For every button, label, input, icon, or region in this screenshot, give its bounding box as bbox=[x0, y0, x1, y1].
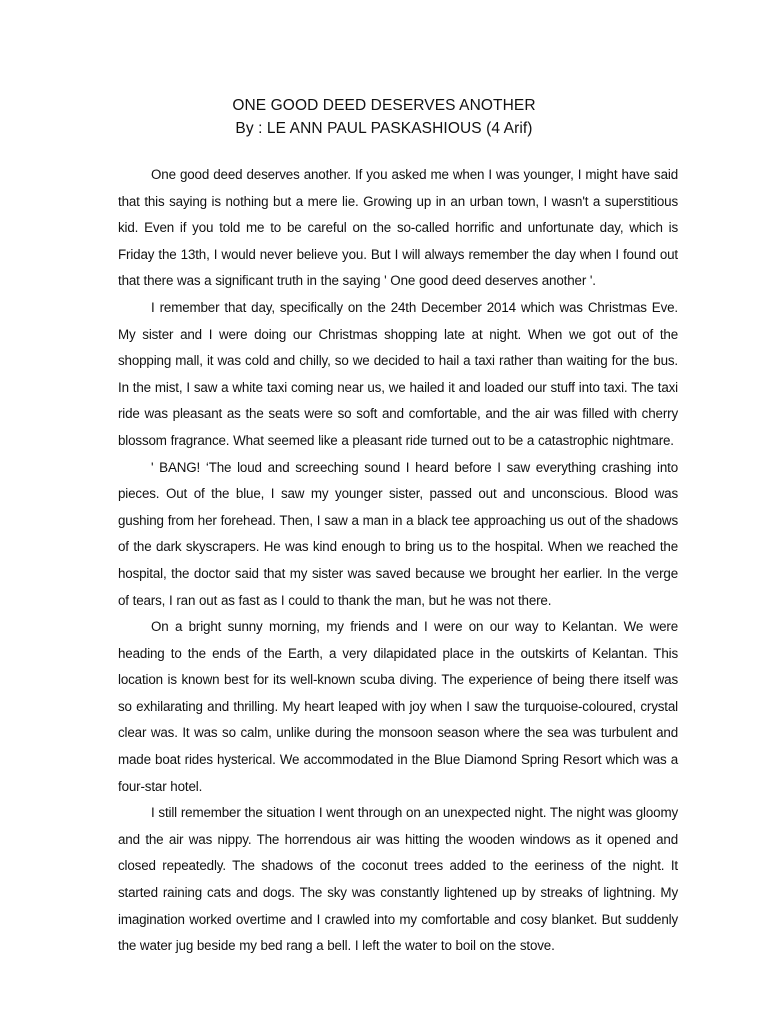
paragraph-2: I remember that day, specifically on the 24th December 2014 which was Christmas Eve. My sister and I were doing our Christmas shopping late at night. When we got out of the shopping mall, it was cold and chilly, so we decided to hail a taxi rather than waiting for the bus. In the mist, I saw a white taxi coming near us, we hailed it and loaded our stuff into taxi. The taxi ride was pleasant as the seats were so soft and comfortable, and the air was filled with cherry blossom fragrance. What seemed like a pleasant ride turned out to be a catastrophic nightmare. bbox=[118, 299, 678, 448]
paragraph-1: One good deed deserves another. If you asked me when I was younger, I might have said that this saying is nothing but a mere lie. Growing up in an urban town, I wasn't a superstitious kid. Even if you told me to be careful on the so-called horrific and unfortunate day, which is Friday the 13th, I would never believe you. But I will always remember the day when I found out that there was a significant truth in the saying ' One good deed deserves another '. bbox=[118, 167, 678, 289]
essay-body bbox=[118, 162, 678, 960]
document-title: ONE GOOD DEED DESERVES ANOTHER bbox=[232, 97, 536, 114]
paragraph-3: ' BANG! ‘The loud and screeching sound I heard before I saw everything crashing into pieces. Out of the blue, I saw my younger sister, passed out and unconscious. Blood was gushing from her forehead. Then, I saw a man in a black tee approaching us out of the shadows of the dark skyscrapers. He was kind enough to bring us to the hospital. When we reached the hospital, the doctor said that my sister was saved because we brought her earlier. In the verge of tears, I ran out as fast as I could to thank the man, but he was not there. bbox=[118, 459, 678, 608]
paragraph-4: On a bright sunny morning, my friends and I were on our way to Kelantan. We were heading to the ends of the Earth, a very dilapidated place in the outskirts of Kelantan. This location is known best for its well-known scuba diving. The experience of being there itself was so exhilarating and thrilling. My heart leaped with joy when I saw the turquoise-coloured, crystal clear was. It was so calm, unlike during the monsoon season where the sea was turbulent and made boat rides hysterical. We accommodated in the Blue Diamond Spring Resort which was a four-star hotel. bbox=[118, 619, 678, 794]
title-block bbox=[0, 94, 768, 140]
author-line: By : LE ANN PAUL PASKASHIOUS (4 Arif) bbox=[235, 120, 533, 137]
paragraph-5: I still remember the situation I went through on an unexpected night. The night was gloomy and the air was nippy. The horrendous air was hitting the wooden windows as it opened and closed repeatedly. The shadows of the coconut trees added to the eeriness of the night. It started raining cats and dogs. The sky was constantly lightened up by streaks of lightning. My imagination worked overtime and I crawled into my comfortable and cosy blanket. But suddenly the water jug beside my bed rang a bell. I left the water to boil on the stove. bbox=[118, 805, 678, 954]
